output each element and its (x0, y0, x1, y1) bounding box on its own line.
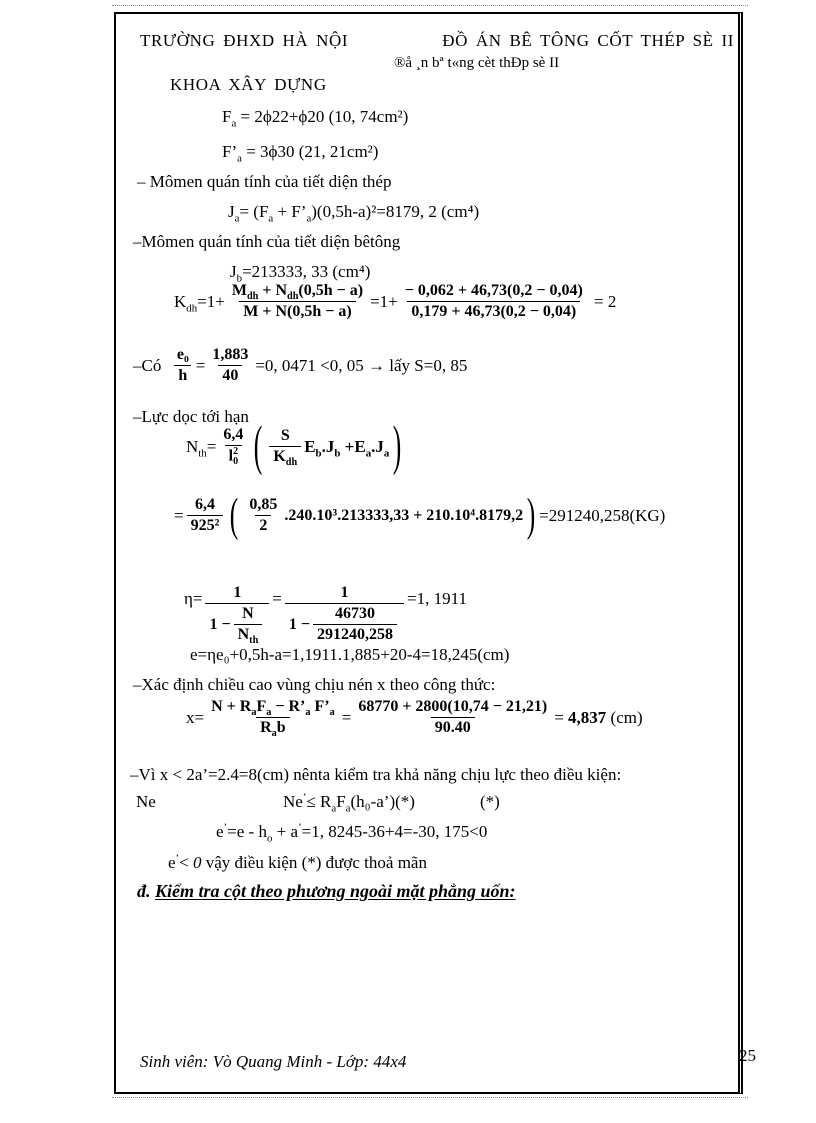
nth-ea: +E (340, 436, 366, 456)
eta-f1-one-minus: 1 − (209, 615, 231, 633)
fa-subscript: a (231, 117, 237, 130)
co-f2-den: 40 (218, 365, 242, 385)
ep2-prime: ’ (175, 852, 180, 865)
nth-f2-den (269, 446, 301, 469)
formula-fa-prime (222, 141, 379, 165)
x-f2-den: 90.40 (431, 717, 475, 737)
ep2-e: e (168, 853, 176, 872)
nth-eb-sub: b (315, 446, 322, 459)
co-fraction-symbolic (173, 346, 193, 385)
kdh-fraction-numeric (401, 282, 587, 321)
heading-moment-thep: – Mômen quán tính của tiết diện thép (137, 172, 392, 191)
eta-f1-den (205, 603, 269, 647)
ja-t1: = (F (239, 202, 269, 221)
x-ra-sub: a (251, 707, 257, 719)
kdh-eq2: =1+ (370, 291, 398, 311)
fap-value: = 3ϕ30 (21, 21cm²) (241, 142, 379, 161)
kdh-result: = 2 (589, 291, 617, 311)
nth-left-paren: ( (254, 415, 263, 477)
x-n: N + R (211, 698, 252, 715)
x-rb: R (260, 719, 272, 736)
kdh-f1-nsub: dh (287, 291, 299, 303)
formula-nth-symbolic (186, 415, 405, 477)
x-res-unit: (cm) (606, 707, 643, 727)
footer-student: Sinh viên: Vò Quang Minh - Lớp: 44x4 (140, 1052, 407, 1071)
ep2-zero: 0 (193, 853, 202, 872)
co-fraction-numeric (208, 346, 252, 385)
kdh-f1-n: + N (258, 282, 288, 299)
jb-j: J (230, 262, 237, 281)
ne-c1: Ne (283, 792, 303, 811)
formula-kdh (174, 282, 616, 321)
heading-moment-betong: –Mômen quán tính của tiết diện bêtông (133, 232, 401, 251)
ja-j: J (228, 202, 235, 221)
formula-e-prime (216, 821, 488, 845)
nth-f1-sub: 0 (233, 456, 239, 467)
x-f1-num (207, 698, 339, 717)
fap-symbol: F’ (222, 142, 238, 161)
x-fap: F’ (310, 698, 330, 715)
x-b: b (276, 719, 286, 736)
nth2-expression: .240.10³.213333,33 + 210.10⁴.8179,2 (284, 506, 524, 524)
x-f2-num: 68770 + 2800(10,74 − 21,21) (358, 698, 548, 715)
eta-f2-inner (313, 605, 397, 644)
formula-e: e=ηe₀+0,5h-a=1,1911.1,885+20-4=18,245(cm) (190, 645, 510, 664)
x-fa-sub: a (266, 707, 272, 719)
nth-f2-ksub: dh (285, 457, 298, 469)
formula-jb (230, 261, 371, 285)
kdh-f1-num (228, 282, 367, 301)
x-symbol: x= (186, 707, 205, 727)
eta-f2 (285, 584, 404, 644)
co-label: –Có (133, 355, 170, 375)
x-eq: = (341, 707, 352, 727)
formula-eta (184, 554, 467, 647)
nth-ja: .J (371, 436, 384, 456)
ep2-text: vậy điều kiện (*) được thoả mãn (201, 853, 427, 872)
x-res-eq: = (554, 707, 569, 727)
ne-tail: (h₀-a’)(*) (350, 792, 415, 811)
formula-nth-numeric (174, 489, 666, 541)
ja-t2: + F’ (273, 202, 307, 221)
ne-prime: ’ (302, 791, 307, 804)
kdh-sub: dh (186, 301, 198, 314)
eta-f1-num: 1 (233, 584, 242, 601)
nth-f1 (219, 426, 247, 467)
x-fa: F (256, 698, 267, 715)
fa-value: = 2ϕ22+ϕ20 (10, 74cm²) (236, 107, 409, 126)
kdh-lhs (174, 292, 225, 312)
nth-eb: E (304, 436, 316, 456)
formula-fa (222, 106, 409, 130)
nth-jb-sub: b (334, 446, 341, 459)
nth2-eq: = (174, 505, 184, 525)
co-eq: = (195, 355, 206, 375)
co-f1-den: h (174, 365, 191, 385)
page-border-frame (114, 12, 743, 1094)
eta-f2-den (285, 603, 404, 644)
co-result: =0, 0471 <0, 05 → lấy S=0, 85 (255, 355, 468, 375)
scan-artifact-top (112, 5, 748, 6)
eta-f1-inner-num: N (242, 605, 254, 622)
x-fap-sub: a (329, 707, 335, 719)
project-title: ĐỒ ÁN BÊ TÔNG CỐT THÉP SÈ II (442, 31, 734, 50)
ep-a-prime: ’ (298, 821, 302, 834)
eta-f1-inner-den (234, 624, 263, 647)
ep-mid: =e - h (227, 822, 267, 841)
eta-f1-inner (234, 605, 263, 647)
text-condition-satisfied (168, 852, 427, 873)
ne-condition (283, 791, 415, 815)
ne-fa: F (336, 792, 346, 811)
kdh-f2-num: − 0,062 + 46,73(0,2 − 0,04) (404, 282, 583, 299)
ep2-lt: < (179, 853, 194, 872)
x-f2 (354, 698, 551, 737)
x-rap-sub: a (305, 707, 311, 719)
ep-prime: ’ (223, 821, 228, 834)
kdh-f1-m: M (231, 282, 247, 299)
nth-lhs (186, 437, 216, 457)
nth-f1-l: l (228, 447, 234, 465)
school-name: TRƯỜNG ĐHXD HÀ NỘI (140, 31, 349, 50)
formula-e0h (133, 346, 467, 385)
jb-result: =213333, 33 (cm⁴) (242, 262, 371, 281)
formula-x (186, 698, 643, 740)
nth-f1-den (225, 445, 242, 467)
page-number: 25 (739, 1046, 756, 1065)
nth-f2-num: S (280, 427, 290, 444)
co-f1-num: e₀ (176, 346, 189, 363)
ep-e: e (216, 822, 224, 841)
heading-xac-dinh: –Xác định chiều cao vùng chịu nén x theo công thức: (133, 675, 496, 694)
nth2-f1-num: 6,4 (194, 496, 215, 513)
fa-symbol: F (222, 107, 232, 126)
nth-f1-num: 6,4 (223, 426, 244, 443)
heading-luc-doc: –Lực dọc tới hạn (133, 407, 249, 426)
d-label: đ. (137, 881, 155, 901)
nth-f2 (269, 427, 301, 469)
kdh-f2-den: 0,179 + 46,73(0,2 − 0,04) (407, 301, 580, 321)
project-subtitle: ®å ¸n bª t«ng cèt thÐp sè II (394, 55, 560, 71)
d-title: Kiểm tra cột theo phương ngoài mặt phẳng uốn: (155, 881, 516, 901)
eta-f2-one-minus: 1 − (288, 615, 310, 633)
nth-right-paren: ) (393, 415, 402, 477)
ne-left: Ne (136, 792, 156, 811)
text-vi-x: –Vì x < 2a’=2.4=8(cm) nênta kiểm tra khả năng chịu lực theo điều kiện: (130, 765, 622, 784)
kdh-f1-den: M + N(0,5h − a) (239, 301, 355, 321)
nth2-result: =291240,258(KG) (539, 505, 666, 525)
nth2-f2-den: 2 (255, 515, 271, 535)
fap-subscript: a (237, 152, 242, 165)
kdh-f1-msub: dh (246, 291, 259, 303)
scan-artifact-bottom (112, 1097, 748, 1098)
eta-symbol: η= (184, 589, 203, 608)
nth-jb: .J (321, 436, 335, 456)
nth-n: N (186, 436, 199, 456)
faculty-name: KHOA XÂY DỰNG (170, 75, 327, 94)
ja-sub: a (234, 212, 240, 225)
formula-ja (228, 201, 480, 225)
ep-a: + a (272, 822, 299, 841)
x-rb-sub: a (271, 728, 277, 740)
x-f1 (207, 698, 339, 740)
kdh-eq1: =1+ (197, 291, 225, 311)
nth2-f2 (245, 496, 281, 535)
nth-f1-sup: 2 (233, 446, 239, 457)
co-f2-num: 1,883 (212, 346, 249, 363)
nth2-f2-num: 0,85 (249, 496, 278, 513)
eta-f2-inner-den: 291240,258 (313, 624, 397, 644)
eta-f2-inner-num: 46730 (335, 605, 375, 622)
section-heading-d (137, 880, 516, 903)
kdh-fraction-symbolic (228, 282, 367, 321)
eta-nth-sub: th (249, 635, 259, 647)
ne-fa-sub: a (345, 802, 351, 815)
eta-eq: = (272, 589, 282, 608)
ne-leq-r: ≤ R (306, 792, 332, 811)
nth-ja-sub: a (383, 446, 390, 459)
nth2-f1-den: 925² (187, 515, 224, 535)
ep-ho-sub: o (266, 832, 273, 845)
nth-sub: th (198, 446, 207, 459)
eta-nth-n: N (237, 626, 250, 643)
nth-f1-l-scripts (233, 447, 238, 467)
nth2-f1 (187, 496, 224, 535)
nth-ea-sub: a (365, 446, 372, 459)
eta-result: =1, 1911 (407, 589, 467, 608)
ne-star: (*) (480, 792, 500, 811)
kdh-k: K (174, 291, 187, 311)
nth-terms (304, 437, 389, 457)
eta-f2-num: 1 (340, 584, 349, 601)
nth-eq: = (206, 436, 217, 456)
x-rap: − R’ (271, 698, 306, 715)
nth2-right-paren: ) (526, 489, 536, 541)
eta-f1 (205, 584, 269, 647)
x-res-value: 4,837 (568, 707, 607, 727)
ja-sub2: a (268, 212, 274, 225)
nth-f2-k: K (273, 448, 286, 465)
kdh-f1-tail: (0,5h − a) (298, 282, 364, 299)
x-f1-den (256, 717, 290, 740)
jb-sub: b (236, 272, 243, 285)
ne-ra-sub: a (331, 802, 337, 815)
ep-result: =1, 8245-36+4=-30, 175<0 (301, 822, 488, 841)
nth2-left-paren: ( (230, 489, 239, 541)
ja-result: )(0,5h-a)²=8179, 2 (cm⁴) (311, 202, 480, 221)
ja-sub3: a (306, 212, 312, 225)
